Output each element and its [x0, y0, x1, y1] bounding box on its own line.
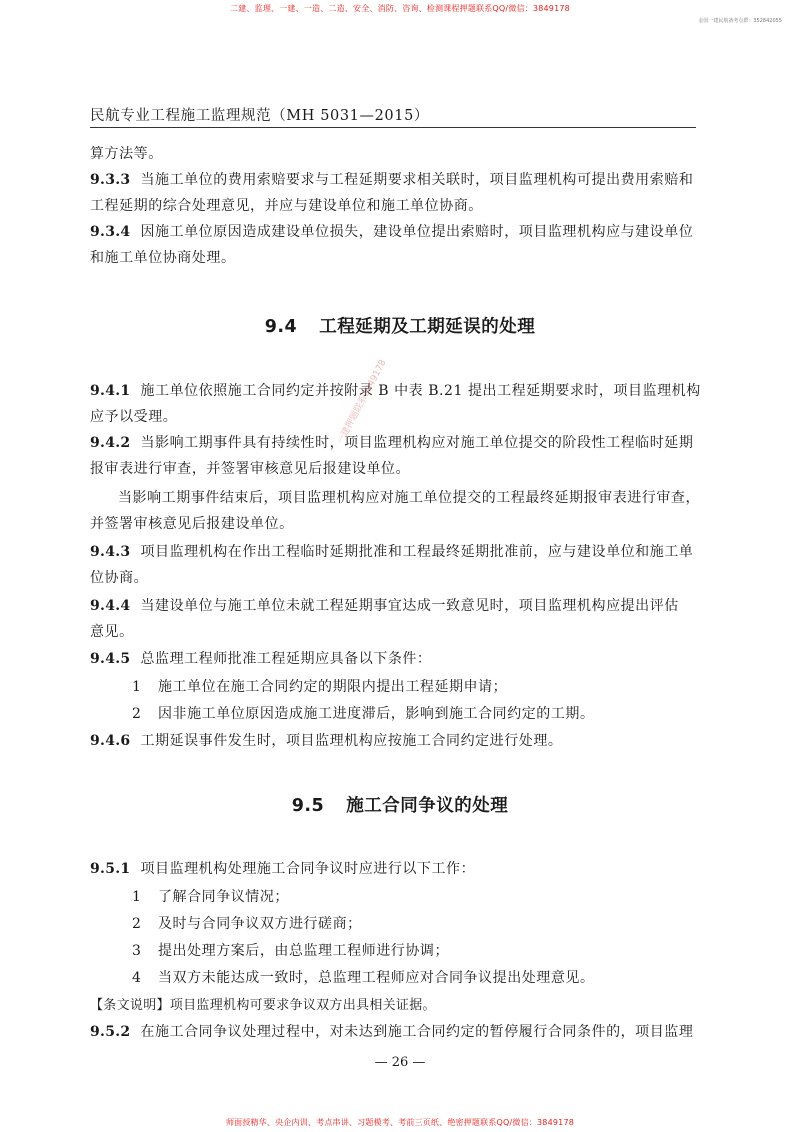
text-line: 应予以受理。: [90, 409, 178, 425]
text-line: 意见。: [90, 624, 134, 640]
clause-9-4-4: 9.4.4 当建设单位与施工单位未就工程延期事宜达成一致意见时，项目监理机构应提出评估: [90, 598, 679, 614]
list-item: 4 当双方未能达成一致时，总监理工程师应对合同争议提出处理意见。: [132, 970, 595, 986]
clause-9-5-1: 9.5.1 项目监理机构处理施工合同争议时应进行以下工作：: [90, 861, 476, 877]
clause-number: 9.4.4: [90, 598, 131, 614]
text-line: 算方法等。: [90, 146, 163, 162]
page-number: — 26 —: [374, 1055, 426, 1070]
text-line: 并签署审核意见后报建设单位。: [90, 516, 294, 532]
clause-number: 9.4.1: [90, 383, 131, 399]
text-line: 报审表进行审查，并签署审核意见后报建设单位。: [90, 461, 411, 477]
section-heading-9-4: 9.4 工程延期及工期延误的处理: [264, 317, 536, 337]
section-heading-9-5: 9.5 施工合同争议的处理: [291, 796, 509, 816]
clause-number: 9.3.3: [90, 172, 131, 188]
text-line: 工程延期的综合处理意见，并应与建设单位和施工单位协商。: [90, 198, 483, 214]
list-item: 3 提出处理方案后，由总监理工程师进行协调；: [132, 943, 449, 959]
corner-note: 金国一建民航备考点群：352842055: [698, 18, 782, 24]
clause-number: 9.3.4: [90, 224, 131, 240]
list-item: 1 了解合同争议情况；: [132, 889, 289, 905]
clause-number: 9.4.2: [90, 435, 131, 451]
clause-number: 9.5.1: [90, 861, 131, 877]
clause-9-3-4: 9.3.4 因施工单位原因造成建设单位损失，建设单位提出索赔时，项目监理机构应与建设单位: [90, 224, 694, 240]
text-line: 位协商。: [90, 570, 149, 586]
clause-9-4-2: 9.4.2 当影响工期事件具有持续性时，项目监理机构应对施工单位提交的阶段性工程临时延期: [90, 435, 694, 451]
text-line: 当影响工期事件结束后，项目监理机构应对施工单位提交的工程最终延期报审表进行审查，: [118, 490, 700, 506]
text-line: 和施工单位协商处理。: [90, 250, 236, 266]
document-running-header: 民航专业工程施工监理规范（MH 5031—2015）: [90, 108, 430, 124]
bottom-promo-banner: 师面授精华、央企内训、考点串讲、习题模考、考前三页纸、绝密押题联系QQ/微信：3849178: [225, 1118, 575, 1127]
clause-9-4-6: 9.4.6 工期延误事件发生时，项目监理机构应按施工合同约定进行处理。: [90, 733, 563, 749]
clause-9-4-1: 9.4.1 施工单位依照施工合同约定并按附录 B 中表 B.21 提出工程延期要求时，项目监理机构: [90, 383, 701, 399]
clause-number: 9.5.2: [90, 1024, 131, 1040]
header-rule: [90, 127, 696, 128]
clause-9-5-2: 9.5.2 在施工合同争议处理过程中，对未达到施工合同约定的暂停履行合同条件的，项目监理: [90, 1024, 694, 1040]
clause-explanation-note: 【条文说明】项目监理机构可要求争议双方出具相关证据。: [90, 998, 436, 1013]
clause-number: 9.4.6: [90, 733, 131, 749]
clause-number: 9.4.5: [90, 651, 131, 667]
diagonal-watermark: 一建押题联系3849178: [335, 358, 389, 447]
clause-number: 9.4.3: [90, 544, 131, 560]
list-item: 2 及时与合同争议双方进行磋商；: [132, 916, 362, 932]
top-promo-banner: 二建、监理、一建、一造、二造、安全、消防、咨询、检测课程押题联系QQ/微信：3849178: [230, 4, 570, 13]
clause-9-3-3: 9.3.3 当施工单位的费用索赔要求与工程延期要求相关联时，项目监理机构可提出费用索赔和: [90, 172, 694, 188]
list-item: 2 因非施工单位原因造成施工进度滞后，影响到施工合同约定的工期。: [132, 706, 595, 722]
clause-9-4-3: 9.4.3 项目监理机构在作出工程临时延期批准和工程最终延期批准前，应与建设单位和施工单: [90, 544, 694, 560]
list-item: 1 施工单位在施工合同约定的期限内提出工程延期申请；: [132, 679, 508, 695]
clause-9-4-5: 9.4.5 总监理工程师批准工程延期应具备以下条件：: [90, 651, 432, 667]
